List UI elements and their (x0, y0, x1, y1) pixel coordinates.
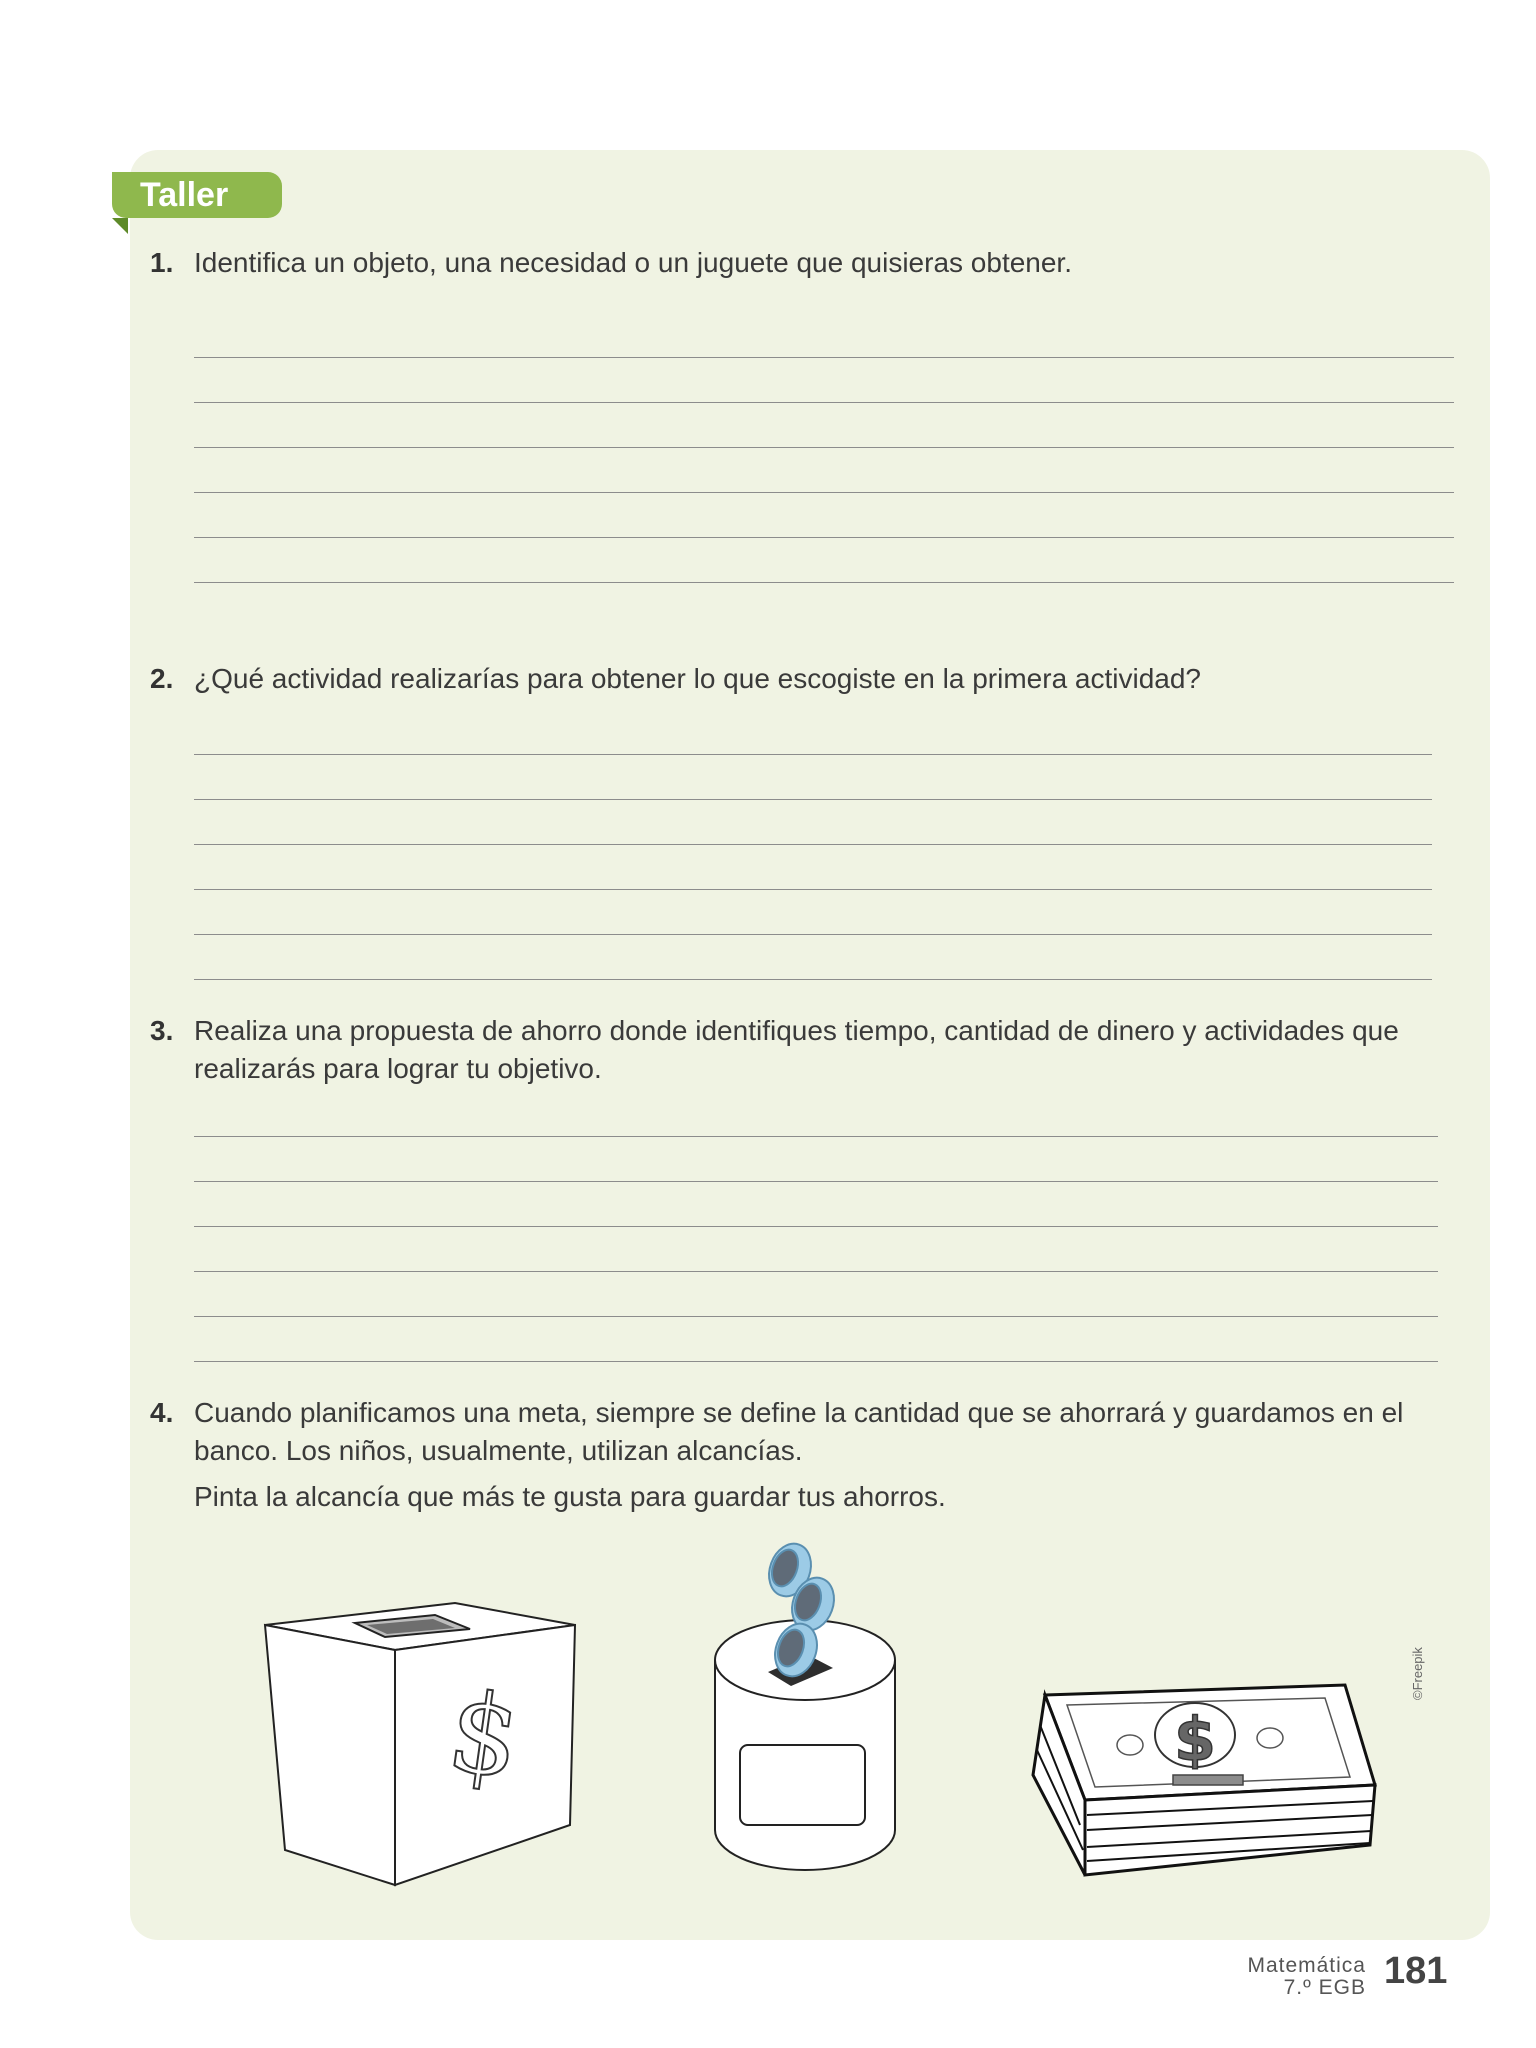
question-text: Cuando planificamos una meta, siempre se define la cantidad que se ahorrará y guardamos en el banco. Los niños, usualmente, utilizan alcancías. (194, 1397, 1404, 1466)
svg-text:$: $ (1174, 1705, 1216, 1775)
question-text: Identifica un objeto, una necesidad o un juguete que quisieras obtener. (194, 247, 1072, 278)
question-text: Realiza una propuesta de ahorro donde identifiques tiempo, cantidad de dinero y actividades que realizarás para lograr tu objetivo. (194, 1015, 1399, 1084)
question-text: ¿Qué actividad realizarías para obtener lo que escogiste en la primera actividad? (194, 663, 1202, 694)
image-credit: ©Freepik (1410, 1647, 1425, 1700)
question-number: 3. (150, 1015, 174, 1046)
section-tab: Taller (112, 172, 282, 218)
question-2 (150, 660, 1430, 698)
question-instruction: Pinta la alcancía que más te gusta para guardar tus ahorros. (194, 1481, 946, 1512)
question-number: 2. (150, 663, 174, 694)
money-stack-illustration[interactable] (1025, 1665, 1395, 1895)
tab-fold (112, 218, 128, 234)
answer-lines-1[interactable] (194, 313, 1454, 583)
question-number: 4. (150, 1397, 174, 1428)
footer-subject (1247, 1955, 1366, 1999)
question-number: 1. (150, 247, 174, 278)
answer-lines-3[interactable] (194, 1092, 1438, 1362)
question-1 (150, 244, 1430, 282)
subject-name: Matemática (1247, 1954, 1366, 1977)
cylinder-bank-illustration[interactable] (705, 1540, 905, 1880)
svg-text:$: $ (440, 1666, 528, 1804)
answer-lines-2[interactable] (194, 710, 1432, 980)
page-number: 181 (1384, 1950, 1448, 1992)
question-4 (150, 1394, 1430, 1516)
box-bank-illustration[interactable] (255, 1595, 585, 1895)
question-3 (150, 1012, 1430, 1088)
grade-level: 7.º EGB (1283, 1976, 1366, 1999)
